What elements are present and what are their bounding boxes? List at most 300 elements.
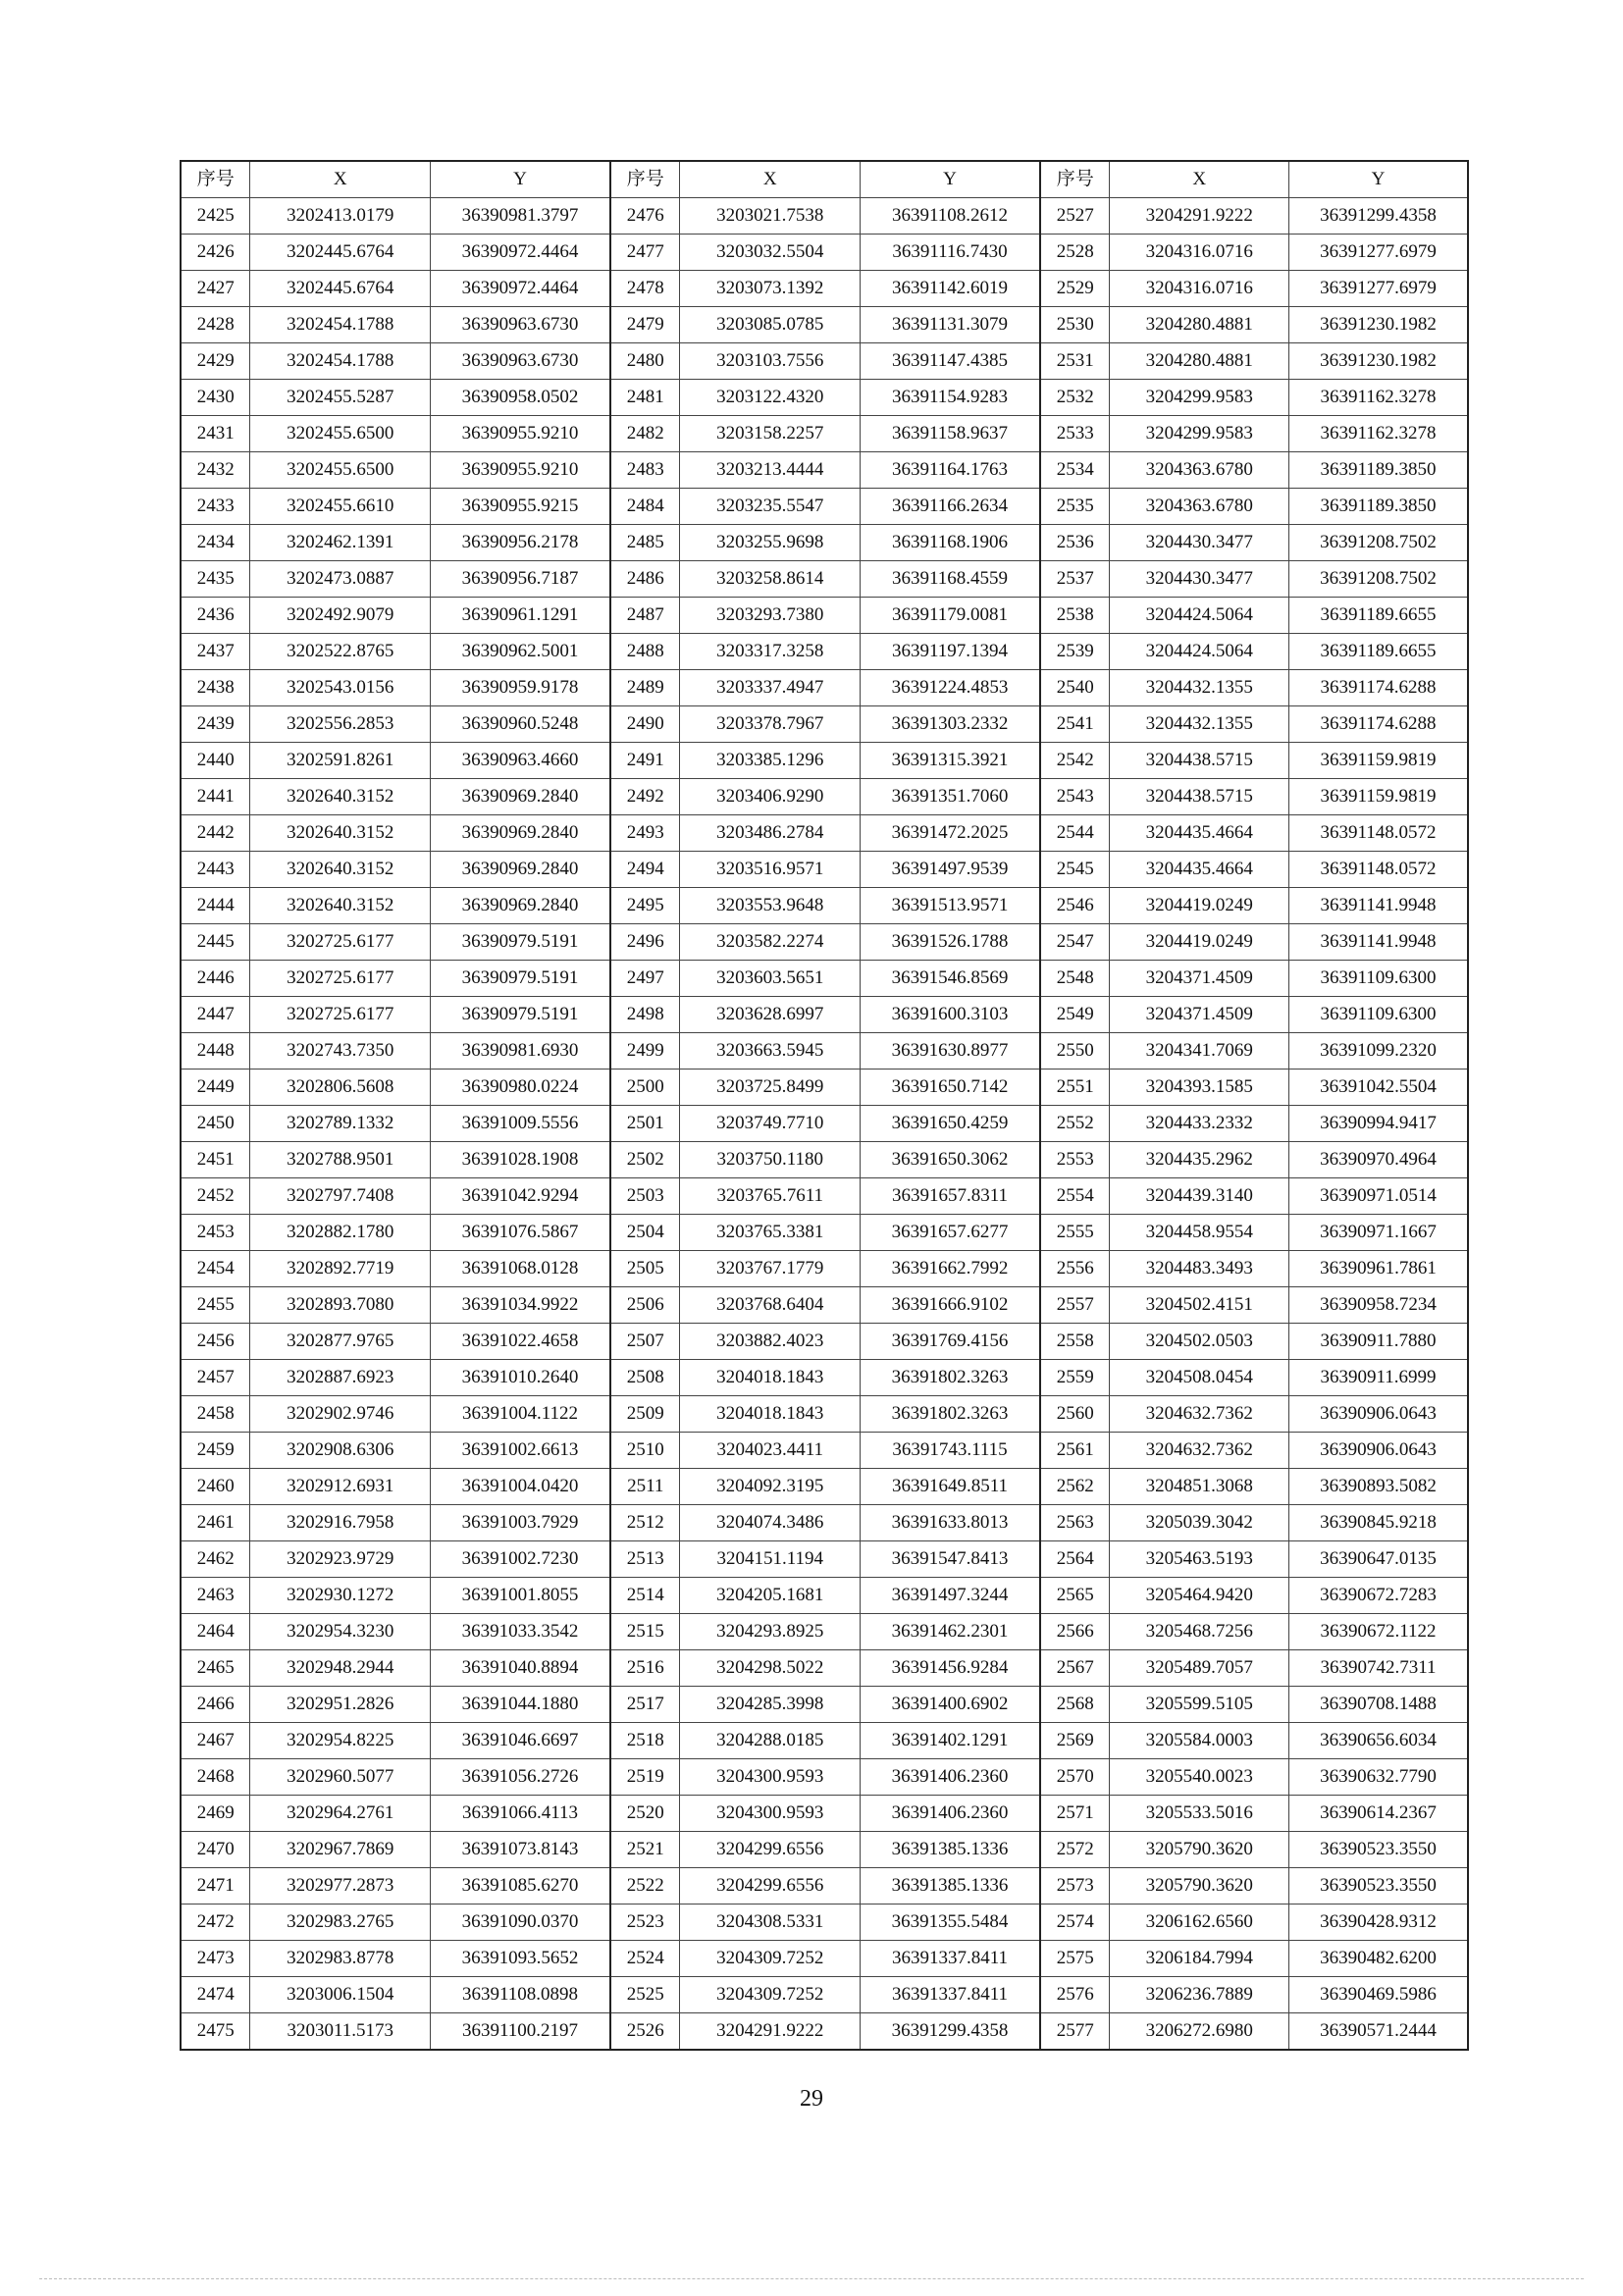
cell-x: 3203006.1504: [250, 1977, 431, 2013]
table-row: [181, 1868, 1468, 1905]
cell-x: 3203021.7538: [680, 198, 861, 235]
cell-x: 3202892.7719: [250, 1251, 431, 1287]
cell-y: 36390614.2367: [1288, 1796, 1468, 1832]
cell-x: 3206184.7994: [1110, 1941, 1289, 1977]
cell-x: 3204632.7362: [1110, 1396, 1289, 1433]
cell-y: 36390962.5001: [430, 634, 610, 670]
cell-y: 36390523.3550: [1288, 1832, 1468, 1868]
cell-x: 3202983.8778: [250, 1941, 431, 1977]
cell-index: 2540: [1040, 670, 1110, 706]
cell-index: 2431: [181, 416, 250, 452]
cell-x: 3203378.7967: [680, 706, 861, 743]
cell-x: 3204502.4151: [1110, 1287, 1289, 1324]
cell-y: 36391166.2634: [860, 489, 1040, 525]
cell-x: 3205463.5193: [1110, 1541, 1289, 1578]
cell-index: 2493: [610, 815, 680, 852]
cell-index: 2554: [1040, 1178, 1110, 1215]
table-row: [181, 307, 1468, 343]
cell-y: 36391004.0420: [430, 1469, 610, 1505]
cell-y: 36391197.1394: [860, 634, 1040, 670]
cell-index: 2430: [181, 380, 250, 416]
cell-index: 2453: [181, 1215, 250, 1251]
cell-x: 3202455.6610: [250, 489, 431, 525]
cell-x: 3202964.2761: [250, 1796, 431, 1832]
cell-y: 36391472.2025: [860, 815, 1040, 852]
cell-y: 36391147.4385: [860, 343, 1040, 380]
cell-index: 2432: [181, 452, 250, 489]
cell-index: 2542: [1040, 743, 1110, 779]
cell-y: 36391355.5484: [860, 1905, 1040, 1941]
cell-index: 2460: [181, 1469, 250, 1505]
cell-y: 36391158.9637: [860, 416, 1040, 452]
cell-index: 2461: [181, 1505, 250, 1541]
cell-y: 36391513.9571: [860, 888, 1040, 924]
table-row: [181, 1505, 1468, 1541]
cell-index: 2433: [181, 489, 250, 525]
cell-y: 36391299.4358: [1288, 198, 1468, 235]
cell-y: 36391315.3921: [860, 743, 1040, 779]
cell-y: 36391650.4259: [860, 1106, 1040, 1142]
cell-index: 2514: [610, 1578, 680, 1614]
cell-y: 36391141.9948: [1288, 924, 1468, 961]
cell-x: 3204280.4881: [1110, 307, 1289, 343]
table-row: [181, 961, 1468, 997]
cell-x: 3203255.9698: [680, 525, 861, 561]
cell-x: 3203317.3258: [680, 634, 861, 670]
cell-y: 36391189.6655: [1288, 634, 1468, 670]
cell-index: 2569: [1040, 1723, 1110, 1759]
table-row: [181, 1070, 1468, 1106]
cell-index: 2563: [1040, 1505, 1110, 1541]
cell-x: 3202591.8261: [250, 743, 431, 779]
cell-x: 3204371.4509: [1110, 997, 1289, 1033]
table-row: [181, 743, 1468, 779]
cell-x: 3202954.3230: [250, 1614, 431, 1650]
cell-index: 2425: [181, 198, 250, 235]
cell-x: 3204438.5715: [1110, 743, 1289, 779]
table-row: [181, 1759, 1468, 1796]
header-index-1: 序号: [181, 161, 250, 198]
cell-x: 3202902.9746: [250, 1396, 431, 1433]
cell-x: 3204298.5022: [680, 1650, 861, 1687]
cell-index: 2537: [1040, 561, 1110, 598]
cell-x: 3203235.5547: [680, 489, 861, 525]
cell-index: 2475: [181, 2013, 250, 2051]
cell-y: 36391400.6902: [860, 1687, 1040, 1723]
cell-x: 3202916.7958: [250, 1505, 431, 1541]
cell-x: 3202960.5077: [250, 1759, 431, 1796]
cell-y: 36391769.4156: [860, 1324, 1040, 1360]
table-row: [181, 525, 1468, 561]
cell-index: 2464: [181, 1614, 250, 1650]
table-row: [181, 1614, 1468, 1650]
cell-x: 3202948.2944: [250, 1650, 431, 1687]
cell-y: 36391109.6300: [1288, 961, 1468, 997]
cell-x: 3203750.1180: [680, 1142, 861, 1178]
cell-y: 36391802.3263: [860, 1360, 1040, 1396]
table-row: [181, 489, 1468, 525]
cell-y: 36391630.8977: [860, 1033, 1040, 1070]
table-row: [181, 1033, 1468, 1070]
table-row: [181, 815, 1468, 852]
table-row: [181, 416, 1468, 452]
cell-y: 36391277.6979: [1288, 235, 1468, 271]
cell-index: 2543: [1040, 779, 1110, 815]
cell-x: 3203765.3381: [680, 1215, 861, 1251]
cell-y: 36391174.6288: [1288, 706, 1468, 743]
cell-x: 3205790.3620: [1110, 1832, 1289, 1868]
cell-index: 2533: [1040, 416, 1110, 452]
cell-x: 3202887.6923: [250, 1360, 431, 1396]
table-row: [181, 924, 1468, 961]
cell-y: 36390469.5986: [1288, 1977, 1468, 2013]
cell-index: 2556: [1040, 1251, 1110, 1287]
cell-x: 3204363.6780: [1110, 489, 1289, 525]
cell-x: 3204632.7362: [1110, 1433, 1289, 1469]
table-row: [181, 852, 1468, 888]
cell-x: 3203103.7556: [680, 343, 861, 380]
cell-index: 2484: [610, 489, 680, 525]
cell-x: 3203553.9648: [680, 888, 861, 924]
cell-y: 36391189.6655: [1288, 598, 1468, 634]
cell-y: 36390956.7187: [430, 561, 610, 598]
cell-y: 36390961.7861: [1288, 1251, 1468, 1287]
cell-x: 3206272.6980: [1110, 2013, 1289, 2051]
cell-y: 36391148.0572: [1288, 815, 1468, 852]
cell-x: 3204419.0249: [1110, 888, 1289, 924]
cell-x: 3202882.1780: [250, 1215, 431, 1251]
cell-x: 3202522.8765: [250, 634, 431, 670]
cell-x: 3203385.1296: [680, 743, 861, 779]
table-row: [181, 1215, 1468, 1251]
cell-y: 36391099.2320: [1288, 1033, 1468, 1070]
cell-index: 2499: [610, 1033, 680, 1070]
cell-x: 3204371.4509: [1110, 961, 1289, 997]
cell-y: 36390956.2178: [430, 525, 610, 561]
cell-x: 3206162.6560: [1110, 1905, 1289, 1941]
cell-index: 2448: [181, 1033, 250, 1070]
cell-y: 36391462.2301: [860, 1614, 1040, 1650]
cell-x: 3203122.4320: [680, 380, 861, 416]
table-row: [181, 1832, 1468, 1868]
cell-x: 3204458.9554: [1110, 1215, 1289, 1251]
cell-index: 2426: [181, 235, 250, 271]
cell-index: 2485: [610, 525, 680, 561]
cell-index: 2481: [610, 380, 680, 416]
cell-x: 3202797.7408: [250, 1178, 431, 1215]
cell-y: 36390906.0643: [1288, 1396, 1468, 1433]
cell-y: 36391109.6300: [1288, 997, 1468, 1033]
cell-index: 2458: [181, 1396, 250, 1433]
cell-index: 2558: [1040, 1324, 1110, 1360]
cell-y: 36391277.6979: [1288, 271, 1468, 307]
cell-index: 2520: [610, 1796, 680, 1832]
table-row: [181, 1578, 1468, 1614]
cell-y: 36391456.9284: [860, 1650, 1040, 1687]
cell-y: 36390955.9210: [430, 416, 610, 452]
cell-index: 2526: [610, 2013, 680, 2051]
cell-x: 3205790.3620: [1110, 1868, 1289, 1905]
cell-index: 2562: [1040, 1469, 1110, 1505]
cell-y: 36391159.9819: [1288, 779, 1468, 815]
cell-y: 36390906.0643: [1288, 1433, 1468, 1469]
header-x-1: X: [250, 161, 431, 198]
cell-x: 3204502.0503: [1110, 1324, 1289, 1360]
cell-x: 3202445.6764: [250, 235, 431, 271]
cell-x: 3202543.0156: [250, 670, 431, 706]
cell-y: 36391131.3079: [860, 307, 1040, 343]
cell-x: 3204508.0454: [1110, 1360, 1289, 1396]
table-row: [181, 1905, 1468, 1941]
cell-y: 36391028.1908: [430, 1142, 610, 1178]
cell-x: 3204424.5064: [1110, 634, 1289, 670]
cell-x: 3204341.7069: [1110, 1033, 1289, 1070]
cell-y: 36390979.5191: [430, 924, 610, 961]
cell-x: 3202954.8225: [250, 1723, 431, 1759]
cell-index: 2482: [610, 416, 680, 452]
cell-y: 36391303.2332: [860, 706, 1040, 743]
table-row: [181, 561, 1468, 598]
cell-index: 2545: [1040, 852, 1110, 888]
cell-index: 2437: [181, 634, 250, 670]
cell-index: 2577: [1040, 2013, 1110, 2051]
cell-index: 2567: [1040, 1650, 1110, 1687]
table-header-row: [181, 161, 1468, 198]
cell-x: 3202640.3152: [250, 852, 431, 888]
table-row: [181, 1977, 1468, 2013]
cell-x: 3202473.0887: [250, 561, 431, 598]
cell-y: 36391100.2197: [430, 2013, 610, 2051]
cell-index: 2511: [610, 1469, 680, 1505]
cell-x: 3204300.9593: [680, 1759, 861, 1796]
cell-x: 3204291.9222: [1110, 198, 1289, 235]
cell-y: 36390970.4964: [1288, 1142, 1468, 1178]
cell-x: 3204316.0716: [1110, 235, 1289, 271]
cell-y: 36390955.9210: [430, 452, 610, 489]
cell-index: 2465: [181, 1650, 250, 1687]
cell-x: 3202640.3152: [250, 815, 431, 852]
cell-index: 2548: [1040, 961, 1110, 997]
cell-y: 36391385.1336: [860, 1832, 1040, 1868]
table-row: [181, 1650, 1468, 1687]
cell-y: 36390971.1667: [1288, 1215, 1468, 1251]
header-x-3: X: [1110, 161, 1289, 198]
cell-index: 2564: [1040, 1541, 1110, 1578]
table-row: [181, 1360, 1468, 1396]
table-row: [181, 1723, 1468, 1759]
cell-x: 3203516.9571: [680, 852, 861, 888]
cell-x: 3204432.1355: [1110, 670, 1289, 706]
cell-y: 36391230.1982: [1288, 307, 1468, 343]
table-row: [181, 198, 1468, 235]
cell-index: 2455: [181, 1287, 250, 1324]
cell-index: 2528: [1040, 235, 1110, 271]
cell-x: 3202788.9501: [250, 1142, 431, 1178]
cell-index: 2435: [181, 561, 250, 598]
cell-y: 36391189.3850: [1288, 452, 1468, 489]
cell-x: 3202923.9729: [250, 1541, 431, 1578]
cell-x: 3202640.3152: [250, 779, 431, 815]
bottom-divider: [39, 2278, 1584, 2279]
cell-index: 2470: [181, 1832, 250, 1868]
cell-index: 2480: [610, 343, 680, 380]
cell-x: 3204293.8925: [680, 1614, 861, 1650]
cell-index: 2459: [181, 1433, 250, 1469]
cell-y: 36391406.2360: [860, 1759, 1040, 1796]
cell-y: 36391159.9819: [1288, 743, 1468, 779]
cell-x: 3204438.5715: [1110, 779, 1289, 815]
cell-index: 2456: [181, 1324, 250, 1360]
cell-index: 2573: [1040, 1868, 1110, 1905]
table-row: [181, 1396, 1468, 1433]
cell-x: 3204433.2332: [1110, 1106, 1289, 1142]
cell-y: 36391076.5867: [430, 1215, 610, 1251]
cell-x: 3203011.5173: [250, 2013, 431, 2051]
cell-x: 3203765.7611: [680, 1178, 861, 1215]
cell-index: 2479: [610, 307, 680, 343]
cell-y: 36391093.5652: [430, 1941, 610, 1977]
cell-x: 3204280.4881: [1110, 343, 1289, 380]
cell-index: 2531: [1040, 343, 1110, 380]
cell-x: 3202725.6177: [250, 961, 431, 997]
cell-x: 3202908.6306: [250, 1433, 431, 1469]
cell-index: 2525: [610, 1977, 680, 2013]
cell-x: 3203258.8614: [680, 561, 861, 598]
cell-x: 3203293.7380: [680, 598, 861, 634]
cell-index: 2521: [610, 1832, 680, 1868]
cell-y: 36391168.1906: [860, 525, 1040, 561]
cell-y: 36390979.5191: [430, 961, 610, 997]
cell-y: 36391162.3278: [1288, 380, 1468, 416]
cell-index: 2450: [181, 1106, 250, 1142]
cell-x: 3203767.1779: [680, 1251, 861, 1287]
cell-index: 2546: [1040, 888, 1110, 924]
cell-index: 2434: [181, 525, 250, 561]
header-y-2: Y: [860, 161, 1040, 198]
cell-x: 3205584.0003: [1110, 1723, 1289, 1759]
cell-x: 3203406.9290: [680, 779, 861, 815]
cell-x: 3204430.3477: [1110, 525, 1289, 561]
cell-index: 2467: [181, 1723, 250, 1759]
cell-y: 36391351.7060: [860, 779, 1040, 815]
cell-index: 2439: [181, 706, 250, 743]
cell-index: 2549: [1040, 997, 1110, 1033]
table-row: [181, 888, 1468, 924]
cell-index: 2523: [610, 1905, 680, 1941]
cell-y: 36391002.7230: [430, 1541, 610, 1578]
cell-y: 36391547.8413: [860, 1541, 1040, 1578]
cell-index: 2568: [1040, 1687, 1110, 1723]
cell-x: 3205489.7057: [1110, 1650, 1289, 1687]
cell-x: 3204018.1843: [680, 1360, 861, 1396]
cell-index: 2471: [181, 1868, 250, 1905]
cell-index: 2478: [610, 271, 680, 307]
cell-y: 36391042.9294: [430, 1178, 610, 1215]
cell-x: 3202455.6500: [250, 416, 431, 452]
cell-y: 36390958.0502: [430, 380, 610, 416]
cell-y: 36390963.6730: [430, 343, 610, 380]
cell-x: 3202413.0179: [250, 198, 431, 235]
cell-x: 3204309.7252: [680, 1977, 861, 2013]
cell-index: 2547: [1040, 924, 1110, 961]
cell-y: 36390960.5248: [430, 706, 610, 743]
cell-y: 36391666.9102: [860, 1287, 1040, 1324]
cell-index: 2515: [610, 1614, 680, 1650]
cell-x: 3203749.7710: [680, 1106, 861, 1142]
cell-y: 36390955.9215: [430, 489, 610, 525]
cell-x: 3203337.4947: [680, 670, 861, 706]
cell-index: 2447: [181, 997, 250, 1033]
cell-y: 36391657.6277: [860, 1215, 1040, 1251]
cell-x: 3203882.4023: [680, 1324, 861, 1360]
cell-y: 36391497.3244: [860, 1578, 1040, 1614]
cell-y: 36391056.2726: [430, 1759, 610, 1796]
cell-y: 36391208.7502: [1288, 525, 1468, 561]
cell-y: 36390632.7790: [1288, 1759, 1468, 1796]
cell-index: 2489: [610, 670, 680, 706]
table-row: [181, 1142, 1468, 1178]
cell-index: 2462: [181, 1541, 250, 1578]
cell-x: 3204299.9583: [1110, 416, 1289, 452]
cell-index: 2561: [1040, 1433, 1110, 1469]
cell-x: 3204851.3068: [1110, 1469, 1289, 1505]
cell-y: 36391189.3850: [1288, 489, 1468, 525]
table-row: [181, 634, 1468, 670]
cell-y: 36390972.4464: [430, 271, 610, 307]
cell-index: 2500: [610, 1070, 680, 1106]
cell-x: 3202912.6931: [250, 1469, 431, 1505]
cell-x: 3203663.5945: [680, 1033, 861, 1070]
cell-x: 3203073.1392: [680, 271, 861, 307]
cell-x: 3202640.3152: [250, 888, 431, 924]
cell-y: 36391497.9539: [860, 852, 1040, 888]
cell-x: 3204393.1585: [1110, 1070, 1289, 1106]
cell-x: 3202789.1332: [250, 1106, 431, 1142]
cell-x: 3204092.3195: [680, 1469, 861, 1505]
cell-y: 36391085.6270: [430, 1868, 610, 1905]
cell-index: 2570: [1040, 1759, 1110, 1796]
cell-index: 2444: [181, 888, 250, 924]
cell-x: 3204285.3998: [680, 1687, 861, 1723]
cell-y: 36390571.2444: [1288, 2013, 1468, 2051]
cell-index: 2555: [1040, 1215, 1110, 1251]
cell-index: 2534: [1040, 452, 1110, 489]
cell-y: 36391208.7502: [1288, 561, 1468, 598]
cell-y: 36390672.1122: [1288, 1614, 1468, 1650]
cell-index: 2436: [181, 598, 250, 634]
cell-index: 2449: [181, 1070, 250, 1106]
cell-index: 2575: [1040, 1941, 1110, 1977]
cell-y: 36391526.1788: [860, 924, 1040, 961]
cell-index: 2503: [610, 1178, 680, 1215]
cell-y: 36391299.4358: [860, 2013, 1040, 2051]
cell-x: 3202983.2765: [250, 1905, 431, 1941]
cell-y: 36390428.9312: [1288, 1905, 1468, 1941]
cell-x: 3204018.1843: [680, 1396, 861, 1433]
cell-index: 2473: [181, 1941, 250, 1977]
cell-y: 36391337.8411: [860, 1977, 1040, 2013]
cell-index: 2469: [181, 1796, 250, 1832]
cell-x: 3202454.1788: [250, 343, 431, 380]
table-row: [181, 235, 1468, 271]
cell-y: 36391142.6019: [860, 271, 1040, 307]
cell-y: 36391148.0572: [1288, 852, 1468, 888]
cell-y: 36390969.2840: [430, 888, 610, 924]
header-index-3: 序号: [1040, 161, 1110, 198]
cell-y: 36391009.5556: [430, 1106, 610, 1142]
cell-y: 36391633.8013: [860, 1505, 1040, 1541]
cell-index: 2505: [610, 1251, 680, 1287]
